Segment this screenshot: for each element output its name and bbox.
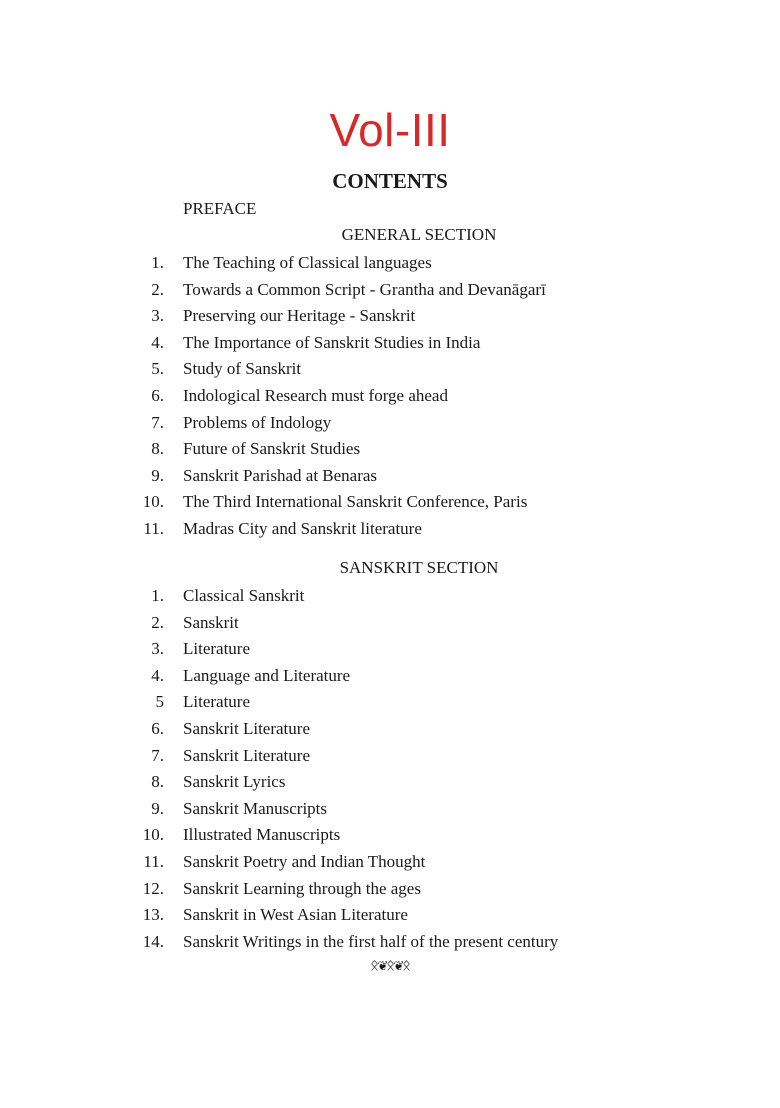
toc-entry: [0, 516, 780, 543]
toc-entry-number: 11.: [143, 518, 164, 538]
toc-entry: [0, 463, 780, 490]
toc-entry: [0, 356, 780, 383]
toc-entry: [0, 436, 780, 463]
decorative-flourish-icon: ᛟ❦ᛟ❦ᛟ: [369, 958, 410, 974]
sanskrit-section-heading: SANSKRIT SECTION: [339, 558, 499, 577]
toc-entry: [0, 769, 780, 796]
toc-entry-title: Sanskrit Literature: [183, 718, 310, 738]
toc-entry-number: 1.: [151, 253, 164, 272]
toc-entry-number: 9.: [151, 465, 164, 485]
general-section-list: [0, 250, 780, 543]
toc-entry-title: Sanskrit in West Asian Literature: [183, 905, 408, 925]
toc-entry: [0, 489, 780, 516]
toc-entry: [0, 849, 780, 876]
volume-title: Vol-III: [329, 104, 451, 156]
general-section-heading: GENERAL SECTION: [341, 225, 497, 244]
toc-entry: [0, 277, 780, 304]
toc-entry-title: The Third International Sanskrit Conference, Paris: [183, 492, 528, 512]
toc-entry: [0, 929, 780, 956]
toc-entry-number: 4.: [151, 332, 164, 352]
toc-entry-number: 5.: [151, 359, 164, 379]
toc-entry-title: Madras City and Sanskrit literature: [183, 518, 422, 538]
toc-entry-title: Towards a Common Script - Grantha and Devanāgarī: [183, 279, 546, 299]
toc-entry: [0, 583, 780, 610]
toc-entry-title: Sanskrit Parishad at Benaras: [183, 465, 378, 485]
toc-entry-number: 12.: [142, 878, 164, 898]
toc-entry-title: Literature: [183, 639, 251, 659]
toc-entry-title: Sanskrit Writings in the first half of the present century: [183, 931, 559, 951]
toc-entry-title: Sanskrit Lyrics: [183, 772, 286, 792]
toc-entry-number: 6.: [151, 718, 164, 738]
toc-entry-title: Indological Research must forge ahead: [183, 385, 448, 405]
toc-entry: [0, 822, 780, 849]
toc-entry-title: Language and Literature: [183, 665, 351, 685]
toc-entry: [0, 743, 780, 770]
toc-entry: [0, 303, 780, 330]
toc-entry-number: 7.: [151, 412, 164, 432]
toc-entry-number: 5: [155, 692, 164, 712]
toc-entry: [0, 410, 780, 437]
toc-entry: [0, 902, 780, 929]
toc-entry: [0, 250, 780, 277]
toc-entry: [0, 330, 780, 357]
toc-entry-number: 14.: [142, 931, 164, 951]
contents-heading: CONTENTS: [332, 169, 448, 193]
toc-entry-title: Sanskrit Learning through the ages: [183, 878, 421, 898]
toc-entry-title: Sanskrit Literature: [183, 745, 310, 765]
toc-entry-number: 6.: [151, 385, 164, 405]
toc-entry: [0, 383, 780, 410]
toc-entry: [0, 796, 780, 823]
toc-entry-title: The Teaching of Classical languages: [183, 253, 432, 272]
toc-entry-number: 4.: [151, 665, 164, 685]
toc-entry-number: 1.: [151, 586, 164, 605]
toc-entry-number: 8.: [151, 439, 164, 459]
toc-entry-title: Sanskrit: [183, 612, 239, 632]
toc-entry-number: 7.: [151, 745, 164, 765]
toc-entry-number: 3.: [151, 306, 164, 326]
toc-entry-number: 8.: [151, 772, 164, 792]
toc-entry-title: Classical Sanskrit: [183, 586, 305, 605]
preface-entry: PREFACE: [183, 199, 257, 218]
toc-entry-title: Literature: [183, 692, 251, 712]
toc-entry-title: Sanskrit Manuscripts: [183, 798, 328, 818]
toc-entry: [0, 610, 780, 637]
toc-entry-title: Future of Sanskrit Studies: [183, 439, 361, 459]
toc-entry-title: Sanskrit Poetry and Indian Thought: [183, 851, 426, 871]
toc-entry-number: 2.: [151, 612, 164, 632]
toc-entry: [0, 876, 780, 903]
toc-entry-number: 13.: [142, 905, 164, 925]
toc-entry-number: 10.: [142, 492, 164, 512]
sanskrit-section-list: [0, 583, 780, 955]
toc-entry: [0, 636, 780, 663]
toc-entry: [0, 663, 780, 690]
toc-entry-number: 9.: [151, 798, 164, 818]
toc-entry-number: 2.: [151, 279, 164, 299]
toc-entry-number: 3.: [151, 639, 164, 659]
toc-entry-title: Preserving our Heritage - Sanskrit: [183, 306, 416, 326]
toc-entry-number: 10.: [142, 825, 164, 845]
toc-entry-title: Illustrated Manuscripts: [183, 825, 341, 845]
toc-entry-title: Problems of Indology: [183, 412, 332, 432]
toc-entry-number: 11.: [143, 851, 164, 871]
toc-entry-title: Study of Sanskrit: [183, 359, 302, 379]
toc-entry: [0, 689, 780, 716]
toc-entry: [0, 716, 780, 743]
toc-entry-title: The Importance of Sanskrit Studies in India: [183, 332, 481, 352]
